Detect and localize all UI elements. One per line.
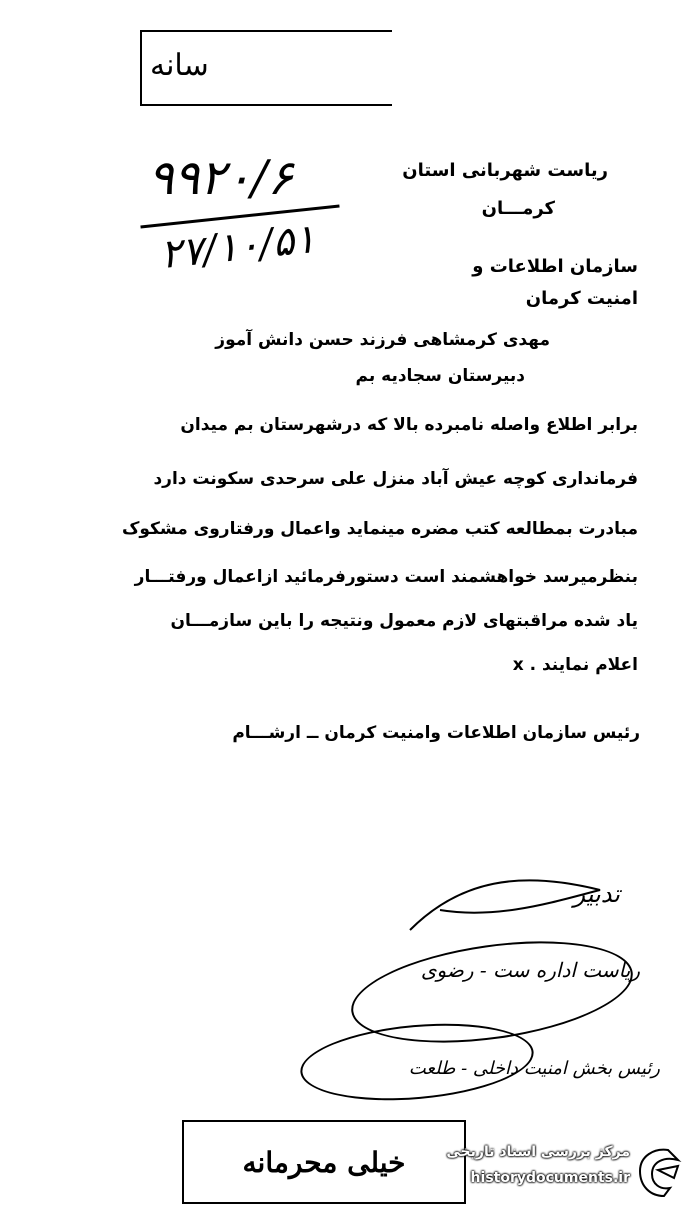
body-line-3: مبادرت بمطالعه کتب مضره مینماید واعمال ورفتاروی مشکوک xyxy=(121,519,638,539)
header-line-3: سازمان اطلاعات و xyxy=(472,256,638,277)
body-line-6: اعلام نمایند . x xyxy=(512,655,638,675)
subject-line-2: دبیرستان سجادیه بم xyxy=(355,366,525,386)
signature-line: رئیس سازمان اطلاعات وامنیت کرمان ــ ارشـــام xyxy=(232,723,640,743)
annotation-1: تدبیر xyxy=(573,880,620,908)
watermark-persian: مرکز بررسی اسناد تاریخی xyxy=(446,1144,630,1160)
body-line-4: بنظرمیرسد خواهشمند است دستورفرمائید ازاعمال ورفتـــار xyxy=(134,567,638,587)
classification-stamp-text: خیلی محرمانه xyxy=(242,1145,406,1179)
watermark-url: historydocuments.ir xyxy=(470,1170,630,1186)
annotation-2: ریاست اداره ست - رضوی xyxy=(420,958,640,982)
handwritten-number: ۹۹۲۰/۶ xyxy=(148,150,294,206)
header-line-1: ریاست شهربانی استان xyxy=(402,160,608,181)
handwritten-date: ۲۷/۱۰/۵۱ xyxy=(158,215,318,279)
body-line-1: برابر اطلاع واصله نامبرده بالا که درشهرستان بم میدان xyxy=(180,415,638,435)
watermark xyxy=(422,1140,692,1202)
header-line-4: امنیت کرمان xyxy=(525,288,638,309)
stamp-text: سانه xyxy=(150,48,209,83)
header-line-2: کرمـــان xyxy=(481,198,555,219)
body-line-2: فرمانداری کوچه عیش آباد منزل علی سرحدی سکونت دارد xyxy=(153,469,638,489)
archive-logo-icon xyxy=(634,1144,684,1198)
body-line-5: یاد شده مراقبتهای لازم معمول ونتیجه را باین سازمـــان xyxy=(170,611,638,631)
annotation-3: رئیس بخش امنیت داخلی - طلعت xyxy=(408,1058,660,1079)
subject-line-1: مهدی کرمشاهی فرزند حسن دانش آموز xyxy=(215,330,550,350)
